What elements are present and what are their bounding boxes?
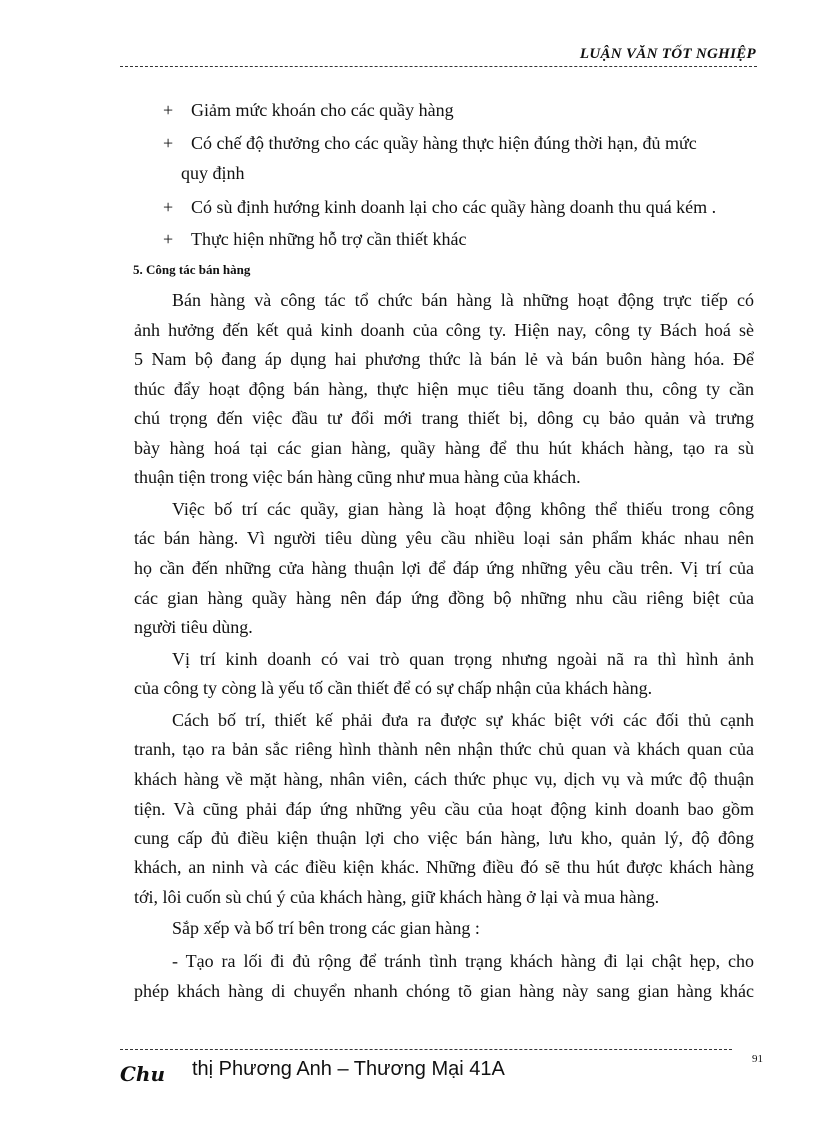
page-number: 91 [752,1053,763,1065]
body-line: của công ty còng là yếu tố cần thiết để có sự chấp nhận của khách hàng. [134,678,653,698]
plus-icon: + [163,133,174,153]
body-line: Cách bố trí, thiết kế phải đưa ra được sự khác biệt với các đối thủ cạnh [172,710,754,730]
body-line: chú trọng đến việc đầu tư đổi mới trang thiết bị, dông cụ bảo quản và trưng [134,408,754,428]
body-line: tiện. Và cũng phải đáp ứng những yêu cầu của hoạt động kinh doanh bao gồm [134,799,754,819]
bullet-item [163,134,697,152]
body-line: ảnh hưởng đến kết quả kinh doanh của công ty. Hiện nay, công ty Bách hoá sè [134,320,754,340]
plus-icon: + [163,197,174,217]
body-line: - Tạo ra lối đi đủ rộng để tránh tình trạng khách hàng đi lại chật hẹp, cho [172,951,754,971]
body-line: Vị trí kinh doanh có vai trò quan trọng nhưng ngoài nã ra thì hình ảnh [172,649,754,669]
bullet-item [163,101,454,119]
bullet-text: Có sù định hướng kinh doanh lại cho các quầy hàng doanh thu quá kém . [191,197,717,217]
body-line: tới, lôi cuốn sù chú ý của khách hàng, giữ khách hàng ở lại và mua hàng. [134,887,660,907]
bullet-text: Giảm mức khoán cho các quầy hàng [191,100,454,120]
body-line: họ cần đến những cửa hàng thuận lợi để đáp ứng những yêu cầu trên. Vị trí của [134,558,754,578]
body-line: khách, an ninh và các điều kiện khác. Những điều đó sẽ thu hút được khách hàng [134,857,754,877]
bullet-text-continuation: quy định [181,163,245,183]
body-line: tác bán hàng. Vì người tiêu dùng yêu cầu nhiều loại sản phẩm khác nhau nên [134,528,754,548]
body-line: bày hàng hoá tại các gian hàng, quầy hàng để thu hút khách hàng, tạo ra sù [134,438,754,458]
plus-icon: + [163,100,174,120]
body-line: tranh, tạo ra bản sắc riêng hình thành nên nhận thức chủ quan và khách quan của [134,739,754,759]
body-line: người tiêu dùng. [134,617,253,637]
footer-divider [120,1049,732,1050]
body-line: các gian hàng quầy hàng nên đáp ứng đồng bộ những nhu cầu riêng biệt của [134,588,754,608]
bullet-text: Thực hiện những hỗ trợ cần thiết khác [191,229,467,249]
bullet-item [163,198,716,216]
body-line: Bán hàng và công tác tổ chức bán hàng là những hoạt động trực tiếp có [172,290,754,310]
body-line: thuận tiện trong việc bán hàng cũng như mua hàng của khách. [134,467,581,487]
bullet-item [163,230,466,248]
header-divider [120,66,757,67]
body-line: khách hàng về mặt hàng, nhân viên, cách thức phục vụ, dịch vụ và mức độ thuận [134,769,754,789]
body-line: cung cấp đủ điều kiện thuận lợi cho việc bán hàng, lưu kho, quản lý, độ đông [134,828,754,848]
header-title: LUẬN VĂN TỐT NGHIỆP [579,46,756,62]
body-line: Sắp xếp và bố trí bên trong các gian hàng : [172,918,480,938]
body-line: phép khách hàng di chuyển nhanh chóng tõ gian hàng này sang gian hàng khác [134,981,754,1001]
footer-logo: Chu [120,1062,165,1086]
plus-icon: + [163,229,174,249]
bullet-text: Có chế độ thưởng cho các quầy hàng thực hiện đúng thời hạn, đủ mức [191,133,697,153]
body-line: Việc bố trí các quầy, gian hàng là hoạt động không thể thiếu trong công [172,499,754,519]
body-line: 5 Nam bộ đang áp dụng hai phương thức là bán lẻ và bán buôn hàng hóa. Để [134,349,754,369]
footer-author: thị Phương Anh – Thương Mại 41A [192,1058,505,1080]
body-line: thúc đẩy hoạt động bán hàng, thực hiện mục tiêu tăng doanh thu, công ty cần [134,379,754,399]
section-heading: 5. Công tác bán hàng [133,262,251,277]
